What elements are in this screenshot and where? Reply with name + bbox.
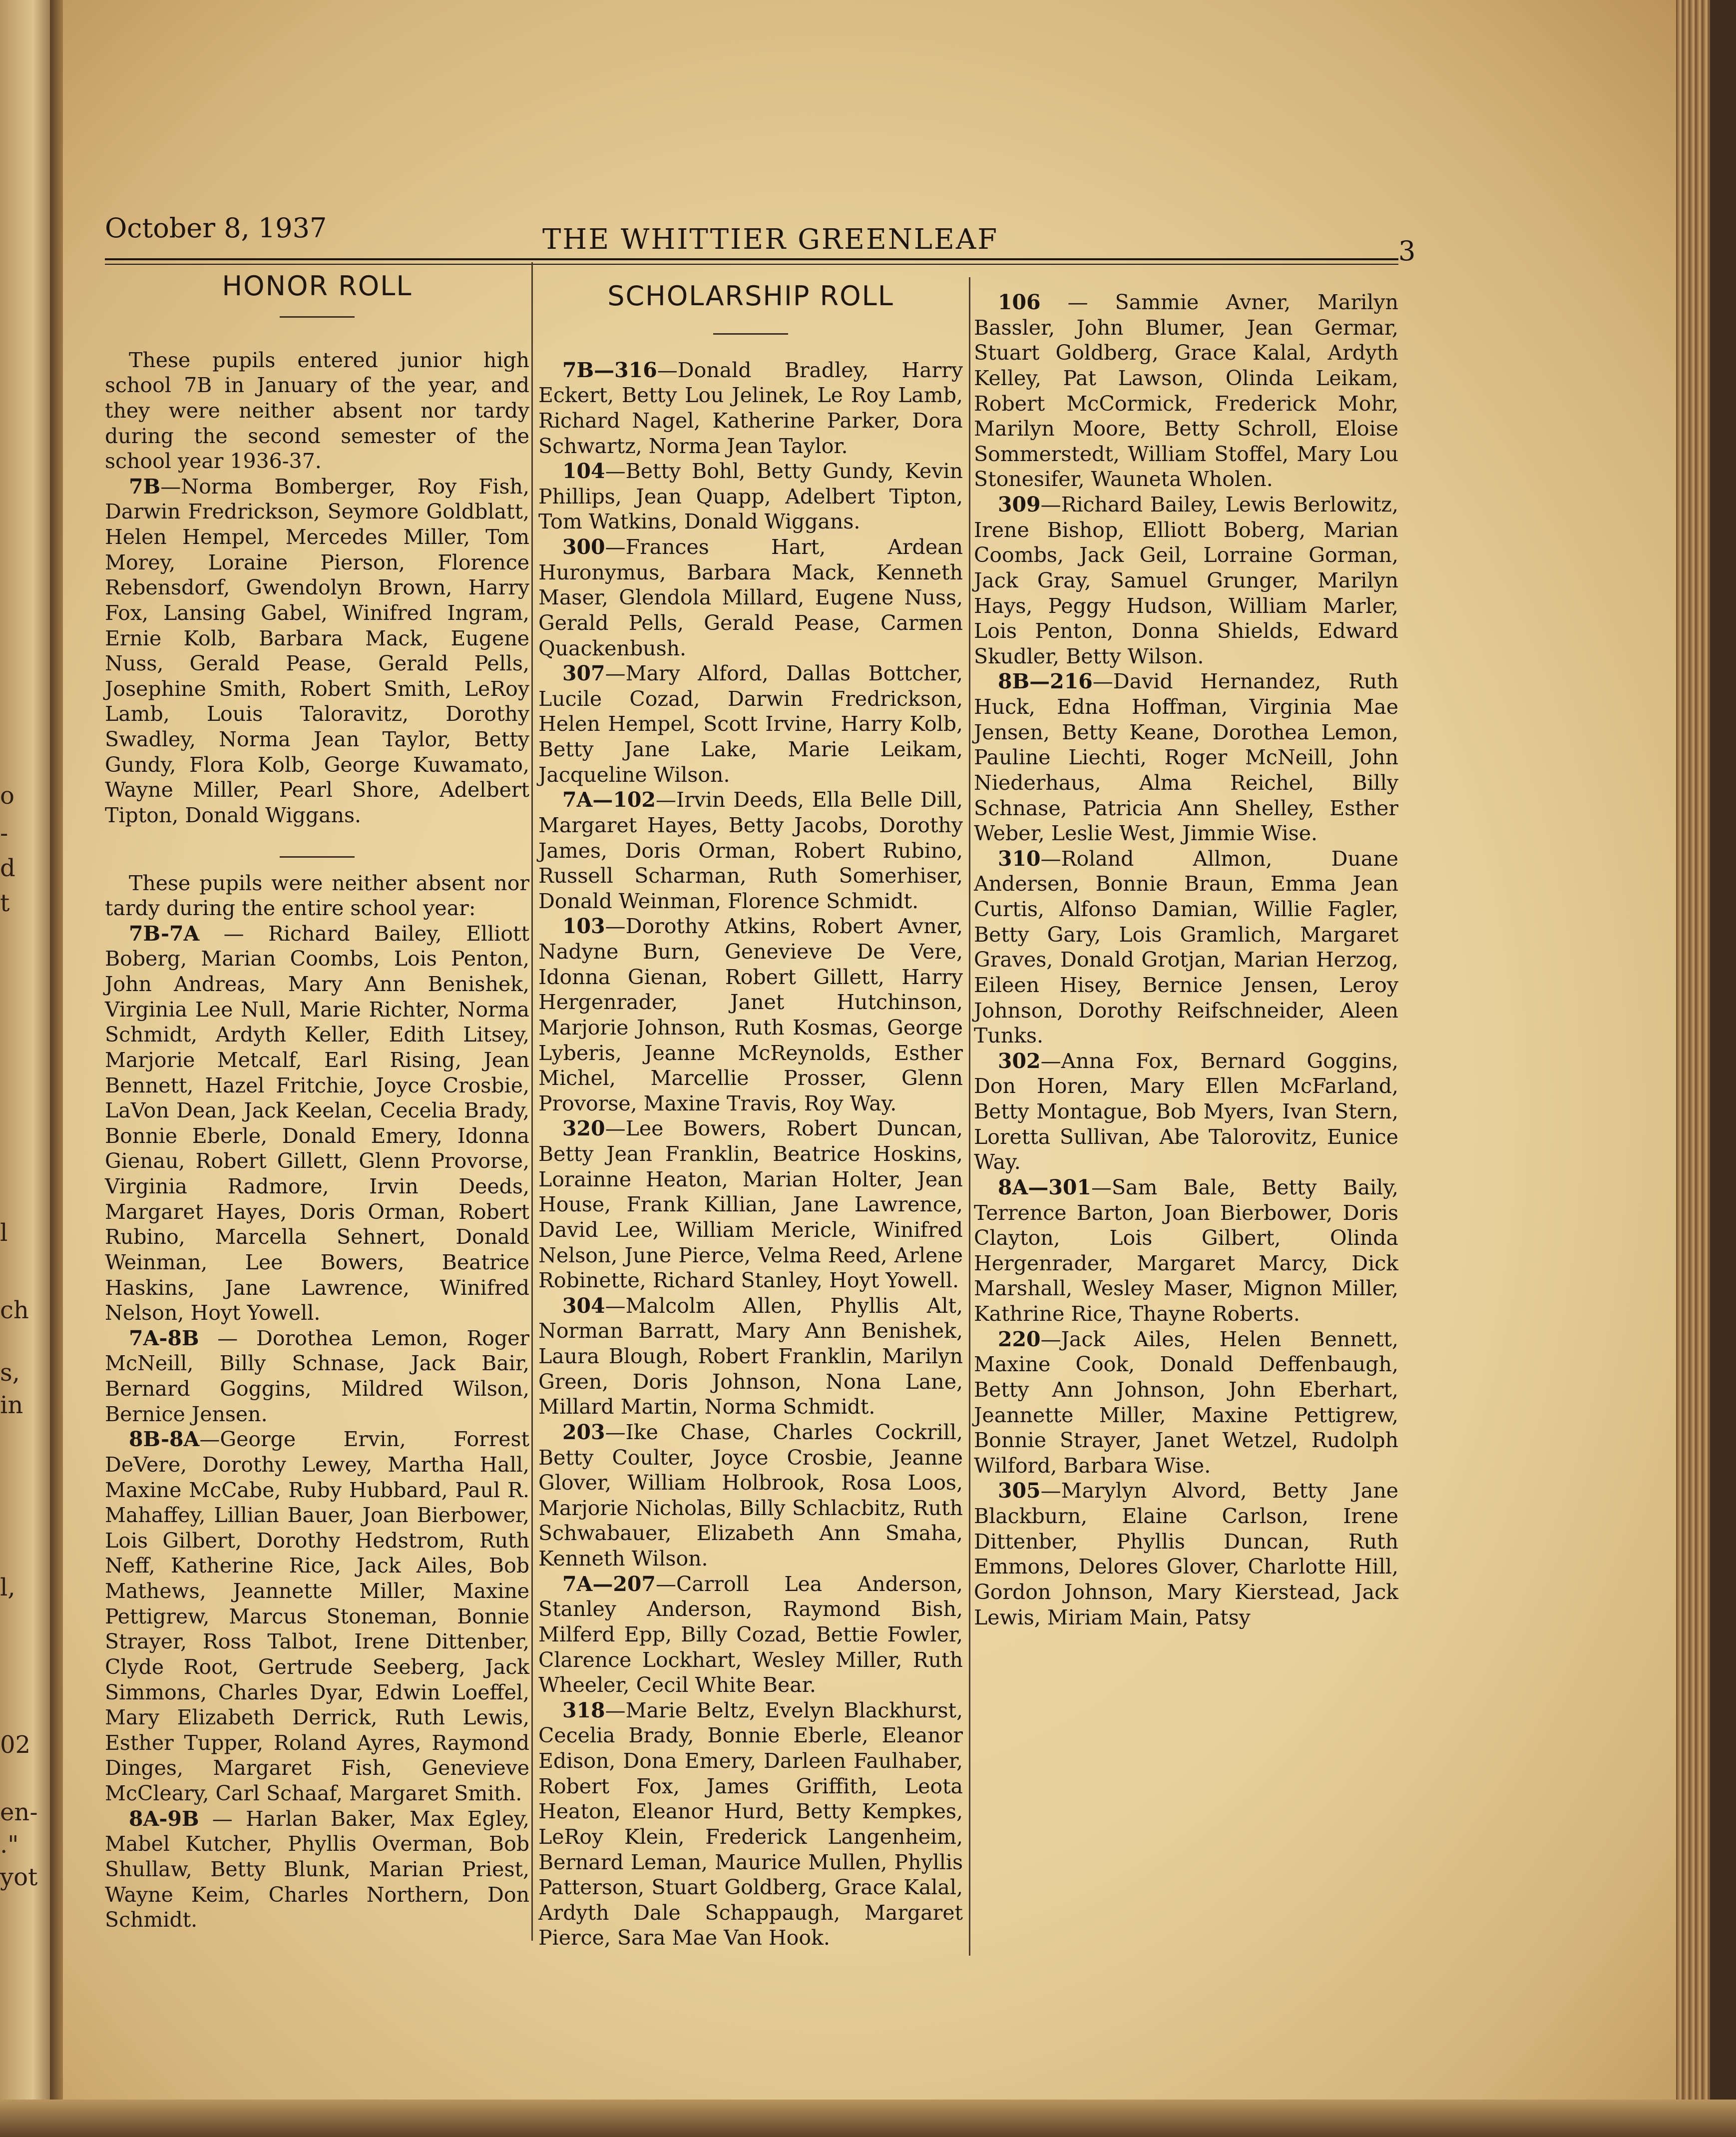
room-label: 309 — [998, 493, 1041, 517]
group-names: — Harlan Baker, Max Egley, Mabel Kutcher, Phyllis Overman, Bob Shullaw, Betty Blunk, Marian Priest, Wayne Keim, Charles Northern, Don Schmidt. — [105, 1806, 529, 1932]
room-names: —Lee Bowers, Robert Duncan, Betty Jean Franklin, Beatrice Hoskins, Lorainne Heaton, Marian Holter, Jean House, Frank Killian, Jane Lawrence, David Lee, William Mericle, Winifred Nelson, June Pierce, Velma Reed, Arlene Robinette, Richard Stanley, Hoyt Yowell. — [538, 1116, 963, 1293]
masthead — [105, 212, 1416, 267]
room-label: 300 — [562, 535, 605, 559]
room-label: 7A—102 — [562, 788, 656, 812]
room-group — [538, 534, 963, 661]
room-group — [538, 1116, 963, 1293]
masthead-rule — [105, 258, 1398, 265]
honor-group — [105, 921, 529, 1326]
edge-fragment: ." — [0, 1831, 19, 1859]
column-rule — [531, 262, 533, 1941]
previous-page-edge — [0, 0, 55, 2137]
room-group — [974, 1049, 1398, 1175]
room-label: 220 — [998, 1327, 1041, 1351]
room-label: 8A—301 — [998, 1175, 1091, 1199]
honor-group — [105, 1326, 529, 1427]
room-group — [538, 661, 963, 787]
group-label: 7B-7A — [129, 921, 200, 946]
edge-fragment: d — [0, 854, 15, 882]
room-group — [538, 358, 963, 459]
book-bottom-edge — [0, 2100, 1736, 2137]
room-names: — Sammie Avner, Marilyn Bassler, John Blumer, Jean Germar, Stuart Goldberg, Grace Kalal, Ardyth Kelley, Pat Lawson, Olinda Leikam, Robert McCormick, Frederick Mohr, Marilyn Moore, Betty Schroll, Eloise Sommerstedt, William Stoffel, Mary Lou Stonesifer, Wauneta Wholen. — [974, 290, 1398, 492]
room-label: 310 — [998, 846, 1041, 871]
room-label: 320 — [562, 1116, 605, 1141]
room-group — [974, 669, 1398, 846]
room-group — [538, 914, 963, 1116]
room-group — [538, 787, 963, 914]
book-page-edges — [1676, 0, 1736, 2137]
honor-group — [105, 1427, 529, 1806]
room-label: 104 — [562, 459, 605, 484]
newspaper-name: THE WHITTIER GREENLEAF — [542, 223, 999, 256]
room-names: —David Hernandez, Ruth Huck, Edna Hoffman, Virginia Mae Jensen, Betty Keane, Dorothea Lemon, Pauline Liechti, Roger McNeill, John Niederhaus, Alma Reichel, Billy Schnase, Patricia Ann Shelley, Esther Weber, Leslie West, Jimmie Wise. — [974, 669, 1398, 846]
group-label: 8A-9B — [129, 1806, 199, 1831]
edge-fragment: yot — [0, 1863, 38, 1891]
room-group — [974, 1175, 1398, 1327]
room-label: 8B—216 — [998, 669, 1093, 694]
divider — [280, 856, 355, 858]
room-label: 203 — [562, 1420, 605, 1444]
room-names: —Sam Bale, Betty Baily, Terrence Barton, Joan Bierbower, Doris Clayton, Lois Gilbert, Olinda Hergenrader, Margaret Marcy, Dick Marshall, Wesley Maser, Mignon Miller, Kathrine Rice, Thayne Roberts. — [974, 1175, 1398, 1326]
edge-fragment: ch — [0, 1296, 29, 1324]
room-names: —Mary Alford, Dallas Bottcher, Lucile Cozad, Darwin Fredrickson, Helen Hempel, Scott Irvine, Harry Kolb, Betty Jane Lake, Marie Leikam, Jacqueline Wilson. — [538, 661, 963, 787]
room-names: —Frances Hart, Ardean Huronymus, Barbara Mack, Kenneth Maser, Glendola Millard, Eugene Nuss, Gerald Pells, Gerald Pease, Carmen Quackenbush. — [538, 535, 963, 660]
room-group — [538, 1698, 963, 1951]
room-names: —Anna Fox, Bernard Goggins, Don Horen, Mary Ellen McFarland, Betty Montague, Bob Myers, Ivan Stern, Loretta Sullivan, Abe Talorovitz, Eunice Way. — [974, 1049, 1398, 1174]
room-label: 305 — [998, 1479, 1041, 1503]
room-label: 103 — [562, 914, 605, 939]
group-names: — Richard Bailey, Elliott Boberg, Marian Coombs, Lois Penton, John Andreas, Mary Ann Benishek, Virginia Lee Null, Marie Richter, Norma Schmidt, Ardyth Keller, Edith Litsey, Marjorie Metcalf, Earl Rising, Jean Bennett, Hazel Fritchie, Joyce Crosbie, LaVon Dean, Jack Keelan, Cecelia Brady, Bonnie Eberle, Donald Emery, Idonna Gienau, Robert Gillett, Glenn Provorse, Virginia Radmore, Irvin Deeds, Margaret Hayes, Doris Orman, Robert Rubino, Marcella Sehnert, Donald Weinman, Lee Bowers, Beatrice Haskins, Jane Lawrence, Winifred Nelson, Hoyt Yowell. — [105, 921, 529, 1325]
room-label: 302 — [998, 1049, 1041, 1073]
group-label: 8B-8A — [129, 1427, 200, 1452]
scholarship-roll-continued-column — [974, 290, 1398, 1630]
room-group — [974, 1478, 1398, 1630]
group-label: 7A-8B — [129, 1326, 199, 1350]
room-names: —Marie Beltz, Evelyn Blackhurst, Cecelia Brady, Bonnie Eberle, Eleanor Edison, Dona Emery, Darleen Faulhaber, Robert Fox, James Griffith, Leota Heaton, Eleanor Hurd, Betty Kempkes, LeRoy Klein, Frederick Langenheim, Bernard Leman, Maurice Mullen, Phyllis Patterson, Stuart Goldberg, Grace Kalal, Ardyth Dale Schappaugh, Margaret Pierce, Sara Mae Van Hook. — [538, 1698, 963, 1950]
room-group — [974, 1327, 1398, 1479]
room-names: —Dorothy Atkins, Robert Avner, Nadyne Burn, Genevieve De Vere, Idonna Gienan, Robert Gillett, Harry Hergenrader, Janet Hutchinson, Marjorie Johnson, Ruth Kosmas, George Lyberis, Jeanne McReynolds, Esther Michel, Marcellie Prosser, Glenn Provorse, Maxine Travis, Roy Way. — [538, 914, 963, 1115]
room-label: 318 — [562, 1698, 605, 1722]
binding-gutter — [50, 0, 63, 2137]
group-names: — Dorothea Lemon, Roger McNeill, Billy Schnase, Jack Bair, Bernard Goggins, Mildred Wilson, Bernice Jensen. — [105, 1326, 529, 1426]
edge-fragment: en- — [0, 1798, 38, 1826]
divider — [713, 333, 788, 335]
honor-roll-column — [105, 270, 529, 1933]
edge-fragment: - — [0, 819, 8, 847]
room-names: —Donald Bradley, Harry Eckert, Betty Lou Jelinek, Le Roy Lamb, Richard Nagel, Katherine Parker, Dora Schwartz, Norma Jean Taylor. — [538, 358, 963, 458]
honor-intro-2: These pupils were neither absent nor tardy during the entire school year: — [105, 871, 529, 921]
room-names: —Malcolm Allen, Phyllis Alt, Norman Barratt, Mary Ann Benishek, Laura Blough, Robert Franklin, Marilyn Green, Doris Johnson, Nona Lane, Millard Martin, Norma Schmidt. — [538, 1293, 963, 1419]
room-names: —Irvin Deeds, Ella Belle Dill, Margaret Hayes, Betty Jacobs, Dorothy James, Doris Orman, Robert Rubino, Russell Scharman, Ruth Somerhiser, Donald Weinman, Florence Schmidt. — [538, 788, 963, 913]
room-names: —Carroll Lea Anderson, Stanley Anderson, Raymond Bish, Milferd Epp, Billy Cozad, Bettie Fowler, Clarence Lockhart, Wesley Miller, Ruth Wheeler, Cecil White Bear. — [538, 1572, 963, 1697]
page-number: 3 — [1398, 235, 1416, 267]
room-group — [538, 1420, 963, 1572]
room-group — [974, 846, 1398, 1049]
room-label: 7A—207 — [562, 1572, 656, 1596]
room-names: —Roland Allmon, Duane Andersen, Bonnie Braun, Emma Jean Curtis, Alfonso Damian, Willie Fagler, Betty Gary, Lois Gramlich, Margaret Graves, Donald Grotjan, Marian Herzog, Eileen Hisey, Bernice Jensen, Leroy Johnson, Dorothy Reifschneider, Aleen Tunks. — [974, 846, 1398, 1048]
room-label: 7B—316 — [562, 358, 657, 382]
room-group — [974, 492, 1398, 669]
divider — [280, 316, 355, 318]
room-group — [538, 459, 963, 534]
edge-fragment: o — [0, 782, 14, 810]
edge-fragment: 02 — [0, 1731, 31, 1759]
group-names: —George Ervin, Forrest DeVere, Dorothy Lewey, Martha Hall, Maxine McCabe, Ruby Hubbard, Paul R. Mahaffey, Lillian Bauer, Joan Bierbower, Lois Gilbert, Dorothy Hedstrom, Ruth Neff, Katherine Rice, Jack Ailes, Bob Mathews, Jeannette Miller, Maxine Pettigrew, Marcus Stoneman, Bonnie Strayer, Ross Talbot, Irene Dittenber, Clyde Root, Gertrude Seeberg, Jack Simmons, Charles Dyar, Edwin Loeffel, Mary Elizabeth Derrick, Ruth Lewis, Esther Tupper, Roland Ayres, Raymond Dinges, Margaret Fish, Genevieve McCleary, Carl Schaaf, Margaret Smith. — [105, 1427, 529, 1806]
room-names: —Marylyn Alvord, Betty Jane Blackburn, Elaine Carlson, Irene Dittenber, Phyllis Duncan, Ruth Emmons, Delores Glover, Charlotte Hill, Gordon Johnson, Mary Kierstead, Jack Lewis, Miriam Main, Patsy — [974, 1479, 1398, 1629]
column-rule — [969, 277, 970, 1956]
honor-group — [105, 474, 529, 828]
edge-fragment: l, — [0, 1574, 15, 1602]
room-label: 307 — [562, 661, 605, 686]
scholarship-roll-heading: SCHOLARSHIP ROLL — [607, 280, 894, 312]
room-names: —Betty Bohl, Betty Gundy, Kevin Phillips, Jean Quapp, Adelbert Tipton, Tom Watkins, Donald Wiggans. — [538, 459, 963, 534]
scholarship-roll-column — [538, 280, 963, 1951]
room-label: 106 — [998, 290, 1041, 314]
group-label: 7B — [129, 474, 161, 499]
room-names: —Jack Ailes, Helen Bennett, Maxine Cook, Donald Deffenbaugh, Betty Ann Johnson, John Eberhart, Jeannette Miller, Maxine Pettigrew, Bonnie Strayer, Janet Wetzel, Rudolph Wilford, Barbara Wise. — [974, 1327, 1398, 1478]
edge-fragment: s, — [0, 1359, 20, 1387]
issue-date: October 8, 1937 — [105, 212, 327, 244]
room-group — [538, 1293, 963, 1420]
room-group — [538, 1572, 963, 1698]
room-names: —Ike Chase, Charles Cockrill, Betty Coulter, Joyce Crosbie, Jeanne Glover, William Holbrook, Rosa Loos, Marjorie Nicholas, Billy Schlacbitz, Ruth Schwabauer, Elizabeth Ann Smaha, Kenneth Wilson. — [538, 1420, 963, 1571]
edge-fragment: in — [0, 1391, 23, 1419]
honor-group — [105, 1806, 529, 1933]
room-label: 304 — [562, 1293, 605, 1318]
room-group — [974, 290, 1398, 492]
room-names: —Richard Bailey, Lewis Berlowitz, Irene Bishop, Elliott Boberg, Marian Coombs, Jack Geil, Lorraine Gorman, Jack Gray, Samuel Grunger, Marilyn Hays, Peggy Hudson, William Marler, Lois Penton, Donna Shields, Edward Skudler, Betty Wilson. — [974, 493, 1398, 668]
honor-roll-heading: HONOR ROLL — [222, 270, 413, 302]
edge-fragment: l — [0, 1219, 8, 1247]
honor-intro-1: These pupils entered junior high school 7B in January of the year, and they were neither absent nor tardy during the second semester of the school year 1936-37. — [105, 348, 529, 474]
group-names: —Norma Bomberger, Roy Fish, Darwin Fredrickson, Seymore Goldblatt, Helen Hempel, Mercedes Miller, Tom Morey, Loraine Pierson, Florence Rebensdorf, Gwendolyn Brown, Harry Fox, Lansing Gabel, Winifred Ingram, Ernie Kolb, Barbara Mack, Eugene Nuss, Gerald Pease, Gerald Pells, Josephine Smith, Robert Smith, LeRoy Lamb, Louis Taloravitz, Dorothy Swadley, Norma Jean Taylor, Betty Gundy, Flora Kolb, George Kuwamato, Wayne Miller, Pearl Shore, Adelbert Tipton, Donald Wiggans. — [105, 474, 529, 827]
edge-fragment: t — [0, 889, 10, 917]
